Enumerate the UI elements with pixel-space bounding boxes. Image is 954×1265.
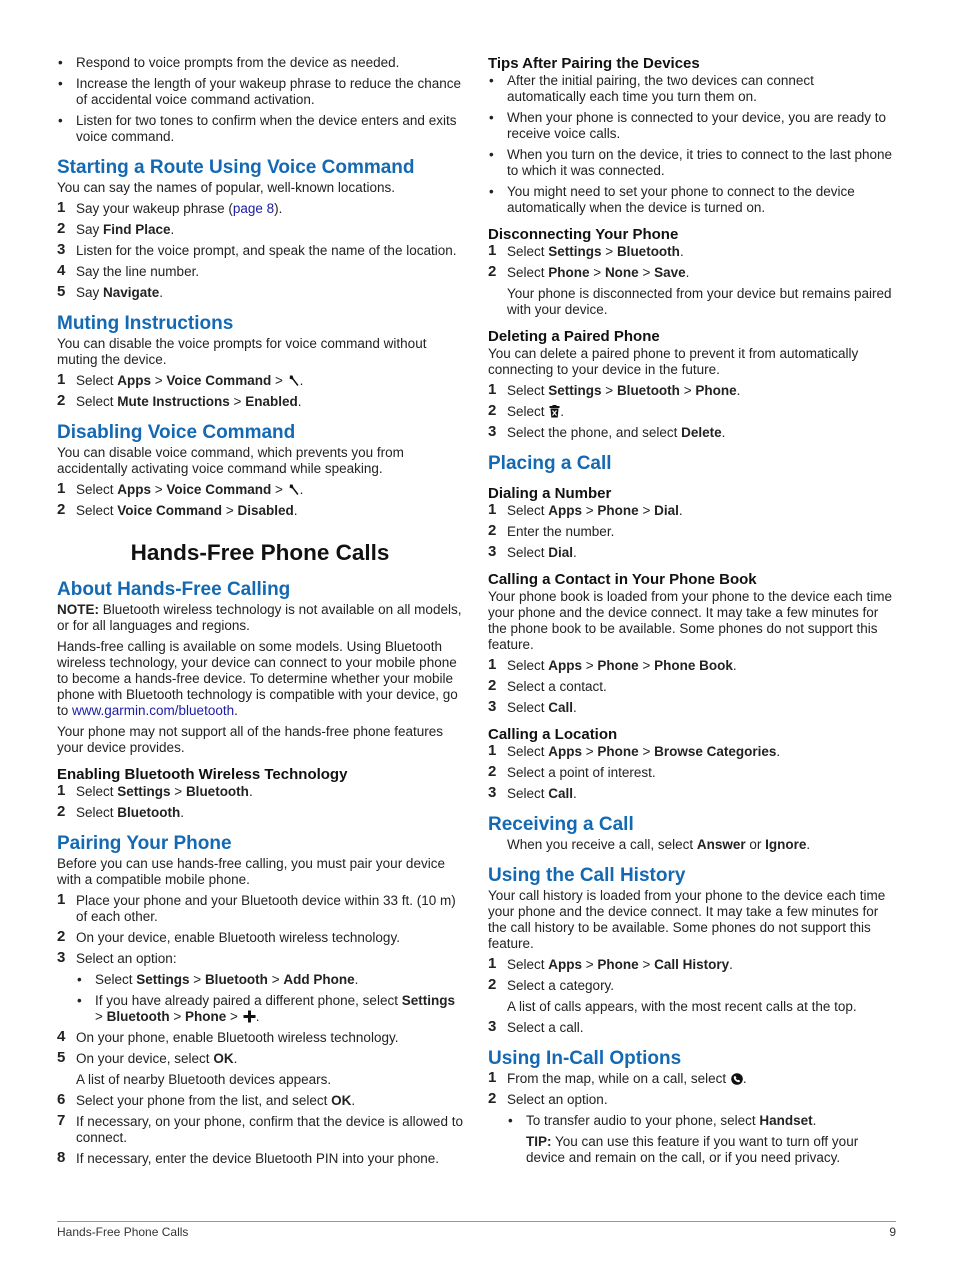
step-number: 3: [488, 784, 497, 801]
step: 1 Select Apps > Phone > Dial.: [488, 501, 683, 518]
section-heading-disabling: Disabling Voice Command: [57, 422, 296, 443]
step: 5 Say Navigate.: [57, 283, 164, 300]
disabling-steps: [57, 482, 463, 519]
step-number: 2: [488, 1090, 497, 1107]
step-number: 3: [57, 241, 66, 258]
subsection-heading-deleting: Deleting a Paired Phone: [488, 328, 660, 345]
step: 3 Select Call.: [488, 698, 577, 715]
section-heading-pairing: Pairing Your Phone: [57, 833, 232, 854]
section-heading-incall: Using In-Call Options: [488, 1048, 682, 1069]
step-number: 2: [57, 392, 66, 409]
incall-steps: [488, 1071, 896, 1166]
section-intro: You can disable the voice prompts for voice command without muting the device.: [57, 336, 427, 367]
step: 1 Select Apps > Phone > Browse Categories.: [488, 742, 781, 759]
pairing-options-list: [76, 972, 463, 1025]
left-column: [57, 55, 463, 1172]
step-number: 1: [57, 891, 66, 908]
step-number: 3: [488, 698, 497, 715]
step: 5 On your device, select OK. A list of nearby Bluetooth devices appears.: [57, 1051, 463, 1088]
section-intro: You can say the names of popular, well-known locations.: [57, 180, 395, 195]
step-result: A list of calls appears, with the most recent calls at the top.: [507, 999, 857, 1014]
wrench-icon: [288, 483, 300, 496]
page-number: 9: [889, 1225, 896, 1239]
step: 3 Select an option: • Select Settings > Bluetooth > Add Phone. • If you have already paired a different phone, select Settings > Bluetooth > Phone > .: [57, 951, 463, 1025]
step: 2 Select Voice Command > Disabled.: [57, 501, 298, 518]
step: 2 Select an option. • To transfer audio to your phone, select Handset. TIP: You can use this feature if you want to turn off your device and remain on the call, or if you need privacy.: [488, 1092, 896, 1166]
subsection-heading-location: Calling a Location: [488, 726, 618, 743]
step-number: 1: [57, 480, 66, 497]
step: 1 Select Apps > Phone > Call History.: [488, 955, 733, 972]
step-number: 6: [57, 1091, 66, 1108]
step-number: 3: [488, 423, 497, 440]
step: 2 Select a contact.: [488, 677, 607, 694]
contact-steps: [488, 658, 896, 716]
section-heading-placing: Placing a Call: [488, 453, 612, 474]
step: 1 Select Apps > Voice Command > .: [57, 371, 304, 388]
receiving-text: When you receive a call, select Answer or Ignore.: [507, 837, 811, 852]
step: 3 Select Call.: [488, 784, 577, 801]
deleting-steps: [488, 383, 896, 441]
step: 1 Select Settings > Bluetooth.: [57, 782, 253, 799]
step: 6 Select your phone from the list, and select OK.: [57, 1091, 356, 1108]
phone-options-icon: [731, 1073, 743, 1085]
section-heading-starting-route: Starting a Route Using Voice Command: [57, 157, 415, 178]
disconnecting-steps: [488, 244, 896, 318]
step-number: 4: [57, 262, 66, 279]
subsection-heading-enabling: Enabling Bluetooth Wireless Technology: [57, 766, 348, 783]
list-item: • Select Settings > Bluetooth > Add Phone.: [76, 972, 463, 988]
about-paragraph: Hands-free calling is available on some models. Using Bluetooth wireless technology, your device can connect to your mobile phone to become a hands-free device. To determine whether your mobile phone with Bluetooth technology is compatible with your device, go to www.garmin.com/bluetooth.: [57, 639, 458, 718]
step-number: 8: [57, 1149, 66, 1166]
step: 2 Select a category. A list of calls appears, with the most recent calls at the top.: [488, 978, 896, 1015]
step-number: 2: [488, 263, 497, 280]
step-number: 2: [488, 402, 497, 419]
step-number: 1: [488, 656, 497, 673]
section-intro: Before you can use hands-free calling, you must pair your device with a compatible mobile phone.: [57, 856, 445, 887]
plus-icon: [243, 1010, 256, 1023]
list-item: • Increase the length of your wakeup phrase to reduce the chance of accidental voice command activation.: [57, 76, 463, 108]
step-number: 1: [57, 199, 66, 216]
trash-icon: [549, 405, 560, 418]
step-number: 1: [488, 955, 497, 972]
incall-options-list: [507, 1113, 896, 1166]
section-intro: Your call history is loaded from your phone to the device each time your phone and the device connect. It may take a few minutes for the call history to be available. Some phones do not support this feature.: [488, 888, 886, 951]
list-item: • When you turn on the device, it tries to connect to the last phone to which it was connected.: [488, 147, 896, 179]
muting-steps: [57, 373, 463, 410]
step: 8 If necessary, enter the device Bluetooth PIN into your phone.: [57, 1149, 439, 1166]
step: 3 Listen for the voice prompt, and speak the name of the location.: [57, 241, 457, 258]
step: 3 Select a call.: [488, 1018, 584, 1035]
step-number: 1: [488, 1069, 497, 1086]
list-item: • When your phone is connected to your device, you are ready to receive voice calls.: [488, 110, 896, 142]
list-item: • To transfer audio to your phone, select Handset. TIP: You can use this feature if you want to turn off your device and remain on the call, or if you need privacy.: [507, 1113, 896, 1166]
step-number: 2: [488, 677, 497, 694]
step-number: 5: [57, 283, 66, 300]
section-heading-muting: Muting Instructions: [57, 313, 234, 334]
step-number: 3: [488, 1018, 497, 1035]
step: 2 Select a point of interest.: [488, 763, 656, 780]
step-result: Your phone is disconnected from your device but remains paired with your device.: [507, 286, 892, 317]
chapter-title: Hands-Free Phone Calls: [130, 540, 390, 565]
about-paragraph: Your phone may not support all of the hands-free phone features your device provides.: [57, 724, 444, 755]
step: 2 Select Phone > None > Save. Your phone is disconnected from your device but remains paired with your device.: [488, 265, 896, 318]
subsection-heading-contact: Calling a Contact in Your Phone Book: [488, 571, 757, 588]
wrench-icon: [288, 374, 300, 387]
page-8-link[interactable]: page 8: [232, 201, 275, 216]
note-paragraph: NOTE: Bluetooth wireless technology is not available on all models, or for all languages and regions.: [57, 602, 462, 633]
list-item: • Respond to voice prompts from the device as needed.: [57, 55, 463, 71]
section-heading-history: Using the Call History: [488, 865, 686, 886]
step-number: 1: [488, 381, 497, 398]
step-number: 4: [57, 1028, 66, 1045]
step: 1 Say your wakeup phrase (page 8).: [57, 199, 283, 216]
tip: TIP: You can use this feature if you want to turn off your device and remain on the call, or if you need privacy.: [526, 1134, 859, 1165]
dialing-steps: [488, 503, 896, 561]
pairing-steps: [57, 893, 463, 1167]
step: 3 Select Dial.: [488, 543, 577, 560]
tip-label: TIP:: [526, 1134, 552, 1149]
step: 2 Select .: [488, 402, 565, 419]
step: 1 From the map, while on a call, select .: [488, 1069, 747, 1086]
step-number: 2: [57, 928, 66, 945]
step-number: 2: [488, 976, 497, 993]
tips-list: [488, 73, 896, 216]
step: 2 Enter the number.: [488, 522, 615, 539]
step-number: 1: [488, 242, 497, 259]
step: 4 Say the line number.: [57, 262, 200, 279]
step-number: 7: [57, 1112, 66, 1129]
step-number: 1: [57, 371, 66, 388]
step-number: 2: [57, 501, 66, 518]
step: 1 Select Apps > Phone > Phone Book.: [488, 656, 737, 673]
step: 2 On your device, enable Bluetooth wireless technology.: [57, 928, 400, 945]
voice-command-tips-list: [57, 55, 463, 145]
list-item: • After the initial pairing, the two devices can connect automatically each time you turn them on.: [488, 73, 896, 105]
list-item: • You might need to set your phone to connect to the device automatically when the device is turned on.: [488, 184, 896, 216]
step: 7 If necessary, on your phone, confirm that the device is allowed to connect.: [57, 1112, 463, 1145]
list-item: • Listen for two tones to confirm when the device enters and exits voice command.: [57, 113, 463, 145]
section-intro: Your phone book is loaded from your phone to the device each time your phone and the device connect. It may take a few minutes for the phone book to be available. Some phones do not support this feature.: [488, 589, 893, 652]
step: 1 Place your phone and your Bluetooth device within 33 ft. (10 m) of each other.: [57, 891, 456, 924]
step: 3 Select the phone, and select Delete.: [488, 423, 726, 440]
list-item: • If you have already paired a different phone, select Settings > Bluetooth > Phone > .: [76, 993, 463, 1025]
subsection-heading-tips: Tips After Pairing the Devices: [488, 55, 700, 72]
step: 1 Select Settings > Bluetooth.: [488, 242, 684, 259]
subsection-heading-dialing: Dialing a Number: [488, 485, 612, 502]
route-steps: [57, 201, 463, 301]
garmin-bluetooth-link[interactable]: www.garmin.com/bluetooth: [72, 703, 235, 718]
step: 2 Select Bluetooth.: [57, 803, 185, 820]
section-heading-about: About Hands-Free Calling: [57, 579, 291, 600]
step: 1 Select Apps > Voice Command > .: [57, 480, 304, 497]
step-number: 1: [488, 742, 497, 759]
step-result: A list of nearby Bluetooth devices appears.: [76, 1072, 332, 1087]
history-steps: [488, 957, 896, 1036]
subsection-heading-disconnecting: Disconnecting Your Phone: [488, 226, 679, 243]
step-number: 2: [57, 803, 66, 820]
step-number: 3: [488, 543, 497, 560]
step-number: 2: [488, 522, 497, 539]
footer-section-title: Hands-Free Phone Calls: [57, 1225, 189, 1239]
section-intro: You can delete a paired phone to prevent it from automatically connecting to your device in the future.: [488, 346, 859, 377]
step: 2 Select Mute Instructions > Enabled.: [57, 392, 302, 409]
note-label: NOTE:: [57, 602, 99, 617]
right-column: [488, 55, 896, 1171]
step: 2 Say Find Place.: [57, 220, 175, 237]
section-intro: You can disable voice command, which prevents you from accidentally activating voice command while speaking.: [57, 445, 404, 476]
step: 4 On your phone, enable Bluetooth wireless technology.: [57, 1028, 399, 1045]
step-number: 2: [488, 763, 497, 780]
enabling-steps: [57, 784, 463, 821]
location-steps: [488, 744, 896, 802]
step-number: 3: [57, 949, 66, 966]
step: 1 Select Settings > Bluetooth > Phone.: [488, 381, 741, 398]
footer-divider: [57, 1221, 896, 1222]
step-number: 5: [57, 1049, 66, 1066]
step-number: 1: [57, 782, 66, 799]
step-number: 1: [488, 501, 497, 518]
step-number: 2: [57, 220, 66, 237]
section-heading-receiving: Receiving a Call: [488, 814, 634, 835]
